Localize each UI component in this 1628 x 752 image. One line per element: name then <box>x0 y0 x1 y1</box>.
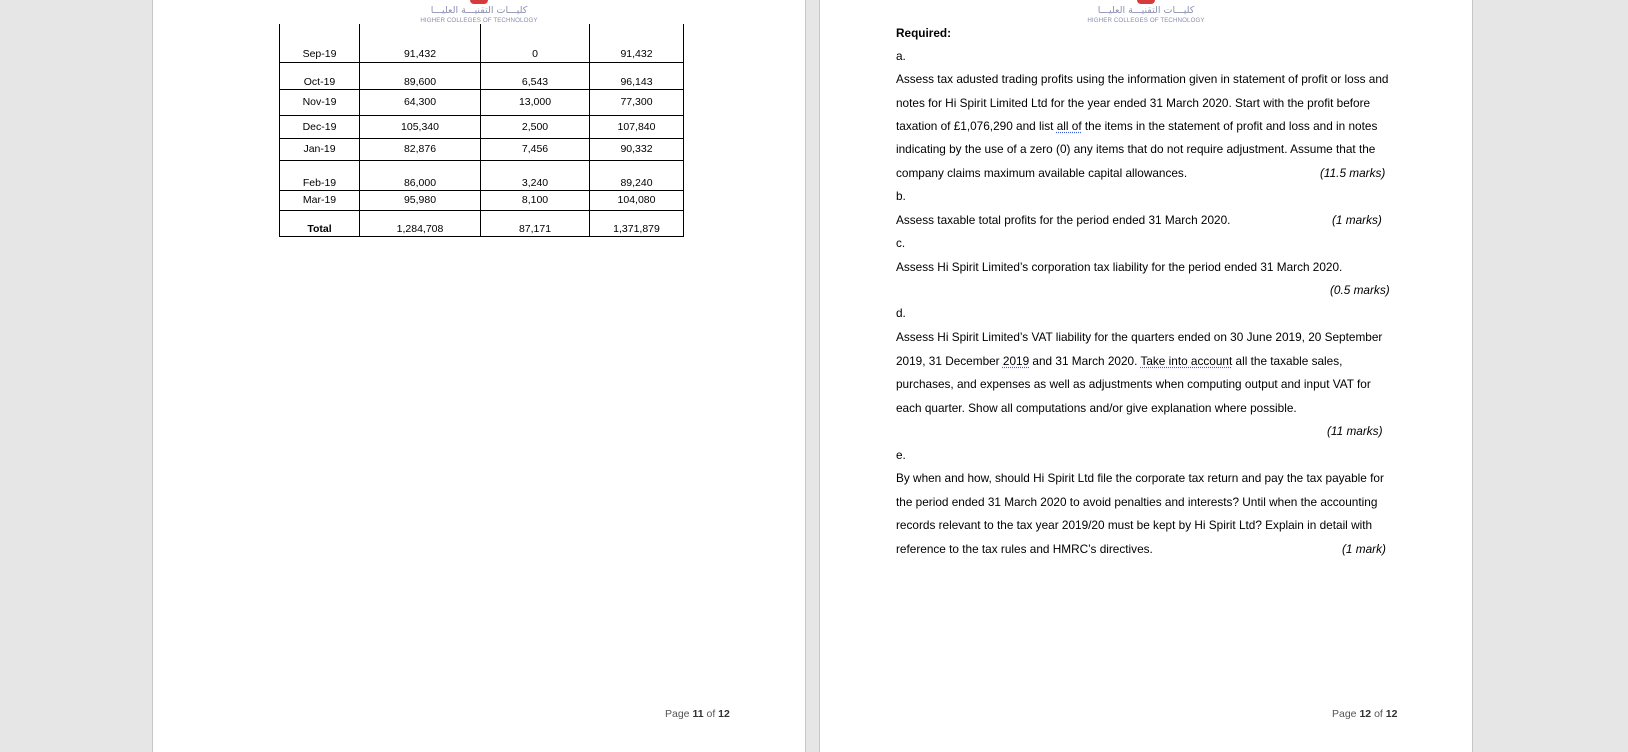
part-a-label: a. <box>896 49 906 63</box>
table-cell: 77,300 <box>590 89 684 115</box>
table-cell: 107,840 <box>590 115 684 138</box>
part-e-label: e. <box>896 448 906 462</box>
table-cell: 13,000 <box>481 89 590 115</box>
footer-prefix: Page <box>1332 708 1357 720</box>
table-cell: 89,600 <box>360 62 481 89</box>
college-logo <box>399 0 559 25</box>
footer-page-total: 12 <box>1385 708 1398 720</box>
part-b-label: b. <box>896 189 906 203</box>
footer-page-total: 12 <box>718 708 730 720</box>
part-d-label: d. <box>896 306 906 320</box>
table-cell: Total <box>280 210 360 236</box>
logo-arabic-text: كليـــات التقنيـــة العليـــا <box>1097 5 1195 16</box>
table-cell: Sep-19 <box>280 24 360 62</box>
table-cell: Feb-19 <box>280 160 360 190</box>
table-row <box>280 190 684 210</box>
table-row <box>280 24 684 62</box>
logo-english-text: HIGHER COLLEGES OF TECHNOLOGY <box>420 17 538 24</box>
page-number-footer <box>1332 708 1397 720</box>
table-cell: 0 <box>481 24 590 62</box>
table-cell: 91,432 <box>590 24 684 62</box>
part-c-marks: (0.5 marks) <box>1330 283 1390 297</box>
proofing-mark[interactable]: all of <box>1056 119 1082 133</box>
table-row <box>280 160 684 190</box>
table-cell: 1,371,879 <box>590 210 684 236</box>
footer-prefix: Page <box>665 708 690 720</box>
table-cell: Nov-19 <box>280 89 360 115</box>
part-a-line-3: taxation of £1,076,290 and list all of the items in the statement of profit and loss and in notes <box>896 119 1378 133</box>
table-cell: 6,543 <box>481 62 590 89</box>
page-number-footer <box>665 708 730 720</box>
table-total-row <box>280 210 684 236</box>
part-d-marks: (11 marks) <box>1327 424 1383 438</box>
table-cell: 105,340 <box>360 115 481 138</box>
logo-english-text: HIGHER COLLEGES OF TECHNOLOGY <box>1087 17 1205 24</box>
table-row <box>280 62 684 89</box>
table-cell: Dec-19 <box>280 115 360 138</box>
part-c-text: Assess Hi Spirit Limited’s corporation tax liability for the period ended 31 March 2020. <box>896 260 1343 274</box>
footer-of: of <box>1374 708 1383 720</box>
part-d-line-3: purchases, and expenses as well as adjustments when computing output and input VAT for <box>896 377 1371 391</box>
part-a-line-1: Assess tax adusted trading profits using the information given in statement of profit or loss and <box>896 72 1389 86</box>
part-d-line-1: Assess Hi Spirit Limited’s VAT liability for the quarters ended on 30 June 2019, 20 September <box>896 330 1383 344</box>
part-b-marks: (1 marks) <box>1332 213 1382 227</box>
vat-summary-table <box>279 24 684 237</box>
part-e-line-1: By when and how, should Hi Spirit Ltd file the corporate tax return and pay the tax payable for <box>896 471 1384 485</box>
table-cell: 1,284,708 <box>360 210 481 236</box>
table-cell: 3,240 <box>481 160 590 190</box>
table-cell: 89,240 <box>590 160 684 190</box>
table-cell: 2,500 <box>481 115 590 138</box>
table-cell: 104,080 <box>590 190 684 210</box>
part-e-marks: (1 mark) <box>1342 542 1386 556</box>
required-heading: Required: <box>896 26 952 40</box>
table-cell: 64,300 <box>360 89 481 115</box>
footer-page-num: 12 <box>1359 708 1372 720</box>
part-a-line-2: notes for Hi Spirit Limited Ltd for the year ended 31 March 2020. Start with the profit before <box>896 96 1371 110</box>
logo-emblem <box>470 0 488 4</box>
table-row <box>280 89 684 115</box>
part-a-line-4: indicating by the use of a zero (0) any items that do not require adjustment. Assume that the <box>896 142 1376 156</box>
proofing-mark[interactable]: Take into account <box>1140 354 1233 368</box>
table-row <box>280 115 684 138</box>
document-page-11 <box>152 0 806 752</box>
footer-page-num: 11 <box>692 708 704 720</box>
part-b-text: Assess taxable total profits for the period ended 31 March 2020. <box>896 213 1231 227</box>
table-cell: 90,332 <box>590 138 684 160</box>
college-logo <box>1066 0 1226 25</box>
table-cell: 7,456 <box>481 138 590 160</box>
part-c-label: c. <box>896 236 906 250</box>
part-e-line-4: reference to the tax rules and HMRC’s directives. <box>896 542 1153 556</box>
part-d-line-4: each quarter. Show all computations and/or give explanation where possible. <box>896 401 1297 415</box>
table-cell: 91,432 <box>360 24 481 62</box>
part-d-line-2: 2019, 31 December 2019 and 31 March 2020. Take into account all the taxable sales, <box>896 354 1343 368</box>
table-cell: 86,000 <box>360 160 481 190</box>
table-cell: 96,143 <box>590 62 684 89</box>
table-cell: 8,100 <box>481 190 590 210</box>
table-cell: 95,980 <box>360 190 481 210</box>
part-e-line-2: the period ended 31 March 2020 to avoid penalties and interests? Until when the accounting <box>896 495 1378 509</box>
table-cell: Jan-19 <box>280 138 360 160</box>
table-cell: Mar-19 <box>280 190 360 210</box>
document-page-12 <box>819 0 1473 752</box>
part-a-line-5: company claims maximum available capital allowances. <box>896 166 1188 180</box>
table-cell: Oct-19 <box>280 62 360 89</box>
table-cell: 87,171 <box>481 210 590 236</box>
footer-of: of <box>706 708 716 720</box>
proofing-mark[interactable]: 2019 <box>1002 354 1030 368</box>
part-a-marks: (11.5 marks) <box>1320 166 1386 180</box>
table-row <box>280 138 684 160</box>
logo-emblem <box>1137 0 1155 4</box>
table-cell: 82,876 <box>360 138 481 160</box>
part-e-line-3: records relevant to the tax year 2019/20 must be kept by Hi Spirit Ltd? Explain in detail with <box>896 518 1373 532</box>
logo-arabic-text: كليـــات التقنيـــة العليـــا <box>430 5 528 16</box>
